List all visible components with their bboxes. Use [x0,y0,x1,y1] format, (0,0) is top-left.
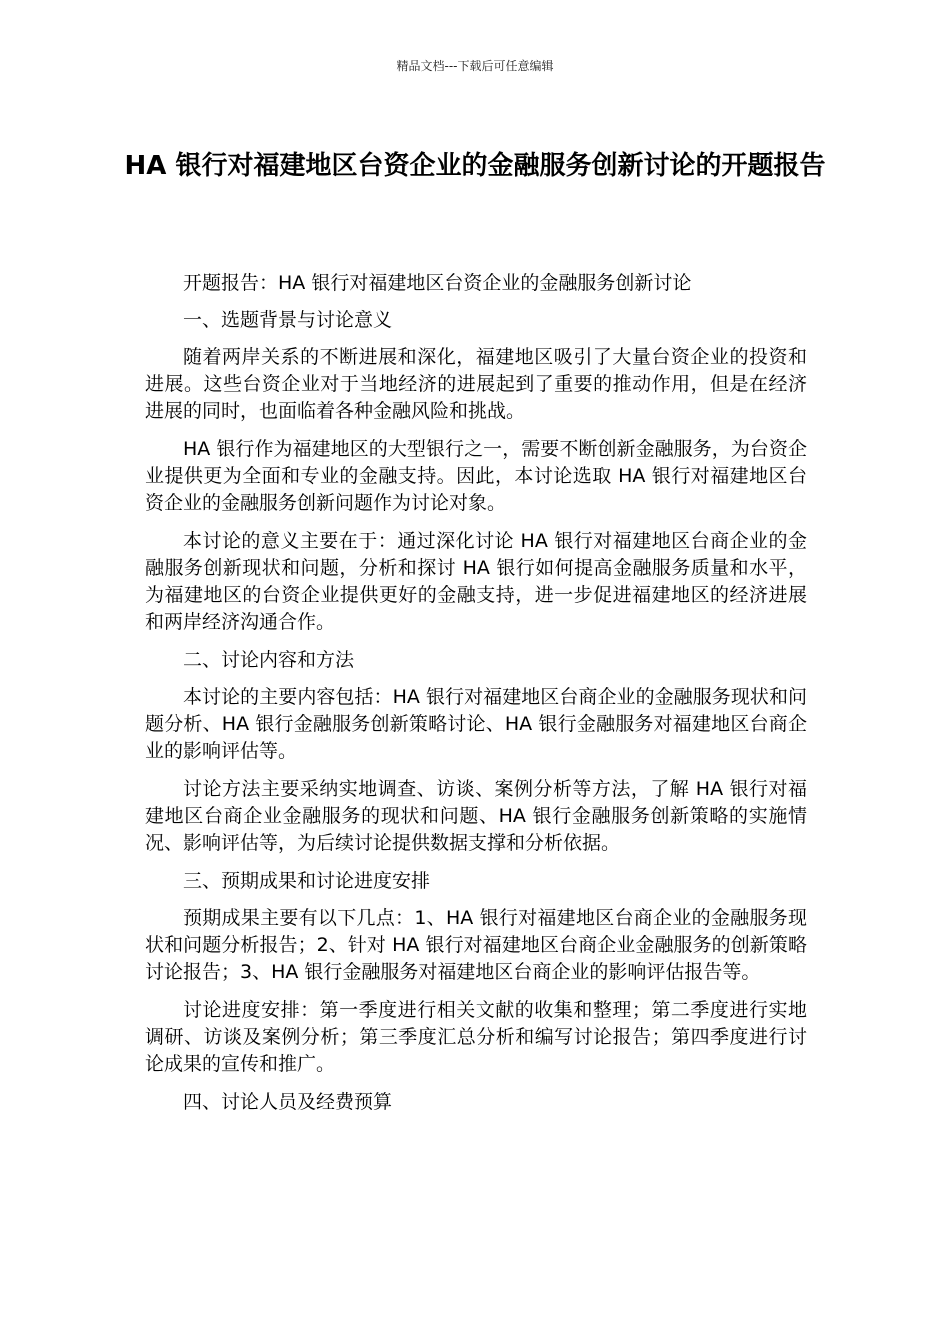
body-paragraph: 预期成果主要有以下几点：1、HA 银行对福建地区台商企业的金融服务现状和问题分析报告；2、针对 HA 银行对福建地区台商企业金融服务的创新策略讨论报告；3、HA 银行金融服务对福建地区台商企业的影响评估报告等。 [145,907,807,983]
section-heading-1: 一、选题背景与讨论意义 [183,309,393,331]
section-heading-4: 四、讨论人员及经费预算 [183,1091,393,1113]
section-heading-3: 三、预期成果和讨论进度安排 [183,870,431,892]
body-paragraph: 讨论方法主要采纳实地调查、访谈、案例分析等方法，了解 HA 银行对福建地区台商企业金融服务的现状和问题、HA 银行金融服务创新策略的实施情况、影响评估等，为后续讨论提供数据支撑和分析依据。 [145,778,807,854]
intro-line: 开题报告：HA 银行对福建地区台资企业的金融服务创新讨论 [183,272,692,294]
section-heading-2: 二、讨论内容和方法 [183,649,355,671]
body-paragraph: 讨论进度安排：第一季度进行相关文献的收集和整理；第二季度进行实地调研、访谈及案例分析；第三季度汇总分析和编写讨论报告；第四季度进行讨论成果的宣传和推广。 [145,999,807,1075]
document-body [145,270,807,1126]
body-paragraph: 本讨论的意义主要在于：通过深化讨论 HA 银行对福建地区台商企业的金融服务创新现状和问题，分析和探讨 HA 银行如何提高金融服务质量和水平，为福建地区的台资企业提供更好的金融支持，进一步促进福建地区的经济进展和两岸经济沟通合作。 [145,530,807,633]
document-title: HA 银行对福建地区台资企业的金融服务创新讨论的开题报告 [124,151,826,181]
body-paragraph: 随着两岸关系的不断进展和深化，福建地区吸引了大量台资企业的投资和进展。这些台资企业对于当地经济的进展起到了重要的推动作用，但是在经济进展的同时，也面临着各种金融风险和挑战。 [145,346,807,422]
body-paragraph: HA 银行作为福建地区的大型银行之一，需要不断创新金融服务，为台资企业提供更为全面和专业的金融支持。因此，本讨论选取 HA 银行对福建地区台资企业的金融服务创新问题作为讨论对象。 [145,438,807,514]
page-header: 精品文档---下载后可任意编辑 [396,59,554,73]
body-paragraph: 本讨论的主要内容包括：HA 银行对福建地区台商企业的金融服务现状和问题分析、HA 银行金融服务创新策略讨论、HA 银行金融服务对福建地区台商企业的影响评估等。 [145,686,807,762]
